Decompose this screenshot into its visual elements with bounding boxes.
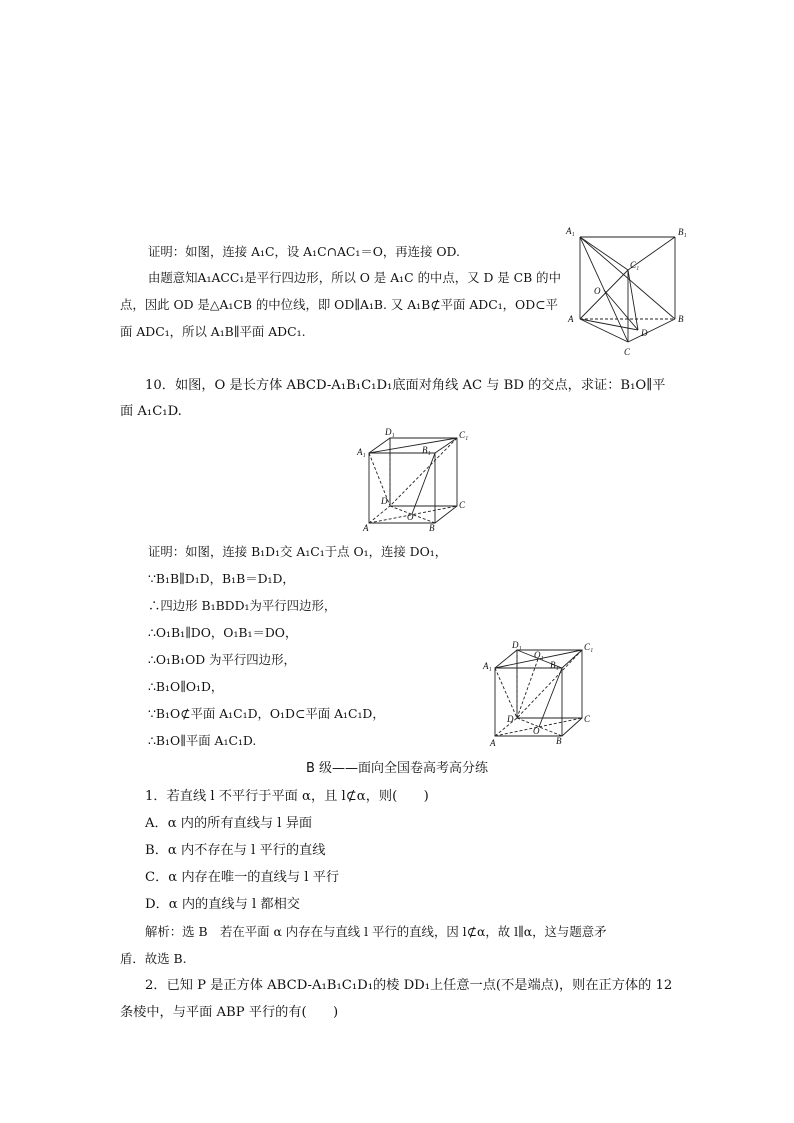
proof-9-line-3: 点，因此 OD 是△A₁CB 的中位线，即 OD∥A₁B. 又 A₁B⊄平面 ADC₁，OD⊂平 <box>120 297 558 312</box>
prism-label-b1: B₁ <box>678 227 687 237</box>
prism-label-a1: A₁ <box>566 226 575 236</box>
prism-label-o: O <box>594 286 601 296</box>
q1-analysis-line-1: 解析：选 B 若在平面 α 内存在与直线 l 平行的直线，因 l⊄α，故 l∥α，这与题意矛 <box>145 924 607 939</box>
problem-10-line-1: 10．如图，O 是长方体 ABCD-A₁B₁C₁D₁底面对角线 AC 与 BD 的交点，求证：B₁O∥平 <box>145 378 666 393</box>
q2-line-2: 条棱中，与平面 ABP 平行的有( ) <box>120 1005 339 1020</box>
cube2-label-a1: A₁ <box>483 661 492 671</box>
prism-label-a: A <box>568 314 574 324</box>
cube2-label-d1: D₁ <box>512 640 522 650</box>
proof-10-line-1: 证明：如图，连接 B₁D₁交 A₁C₁于点 O₁，连接 DO₁， <box>148 544 448 559</box>
cube-label-o: O <box>407 512 414 522</box>
figure-cuboid-proof <box>482 638 602 750</box>
cube-label-c: C <box>459 500 466 510</box>
q1-analysis-line-2: 盾．故选 B. <box>120 951 187 966</box>
proof-9-line-4: 面 ADC₁，所以 A₁B∥平面 ADC₁. <box>120 324 306 339</box>
cube2-label-b1: B₁ <box>550 660 559 670</box>
proof-10-line-7: ∵B₁O⊄平面 A₁C₁D，O₁D⊂平面 A₁C₁D， <box>148 706 385 721</box>
figure-cuboid <box>355 428 475 533</box>
q1-stem: 1．若直线 l 不平行于平面 α，且 l⊄α，则( ) <box>145 789 429 804</box>
q1-option-c: C．α 内存在唯一的直线与 l 平行 <box>145 870 340 885</box>
cube-label-b: B <box>429 523 435 533</box>
proof-10-line-6: ∴B₁O∥O₁D， <box>148 679 224 694</box>
cube2-label-a: A <box>490 738 496 748</box>
cube2-label-d: D <box>507 714 514 724</box>
cube-label-c1: C₁ <box>459 430 469 440</box>
cube2-label-c1: C₁ <box>584 642 594 652</box>
q1-option-b: B．α 内不存在与 l 平行的直线 <box>145 843 326 858</box>
q2-line-1: 2．已知 P 是正方体 ABCD-A₁B₁C₁D₁的棱 DD₁上任意一点(不是端点)，则在正方体的 12 <box>145 978 673 993</box>
cube-label-a: A <box>363 523 369 533</box>
proof-10-line-8: ∴B₁O∥平面 A₁C₁D. <box>148 733 257 748</box>
q1-option-d: D．α 内的直线与 l 都相交 <box>145 897 300 912</box>
cube2-label-o1: O₁ <box>534 650 544 660</box>
proof-10-line-5: ∴O₁B₁OD 为平行四边形， <box>148 652 296 667</box>
cube2-label-o: O <box>533 726 540 736</box>
figure-triangular-prism <box>560 222 690 362</box>
section-b-title: B 级——面向全国卷高考高分练 <box>305 761 489 776</box>
proof-10-line-4: ∴O₁B₁∥DO，O₁B₁＝DO， <box>148 625 298 640</box>
problem-10-line-2: 面 A₁C₁D. <box>120 404 182 419</box>
prism-label-c: C <box>624 347 631 357</box>
cube-label-d: D <box>381 496 388 506</box>
cube-label-d1: D₁ <box>385 427 395 437</box>
cube2-label-b: B <box>556 736 562 746</box>
cube-label-a1: A₁ <box>357 447 366 457</box>
prism-label-d: D <box>641 328 648 338</box>
proof-10-line-2: ∵B₁B∥D₁D，B₁B＝D₁D， <box>148 571 295 586</box>
proof-9-line-2: 由题意知A₁ACC₁是平行四边形，所以 O 是 A₁C 的中点，又 D 是 CB 的中 <box>148 270 561 285</box>
cube2-label-c: C <box>584 714 591 724</box>
proof-10-line-3: ∴四边形 B₁BDD₁为平行四边形， <box>148 598 337 613</box>
q1-option-a: A．α 内的所有直线与 l 异面 <box>145 816 313 831</box>
prism-label-b: B <box>678 314 684 324</box>
cube-label-b1: B₁ <box>422 445 431 455</box>
proof-9-line-1: 证明：如图，连接 A₁C，设 A₁C∩AC₁＝O，再连接 OD. <box>148 244 460 259</box>
prism-label-c1: C₁ <box>630 260 640 270</box>
